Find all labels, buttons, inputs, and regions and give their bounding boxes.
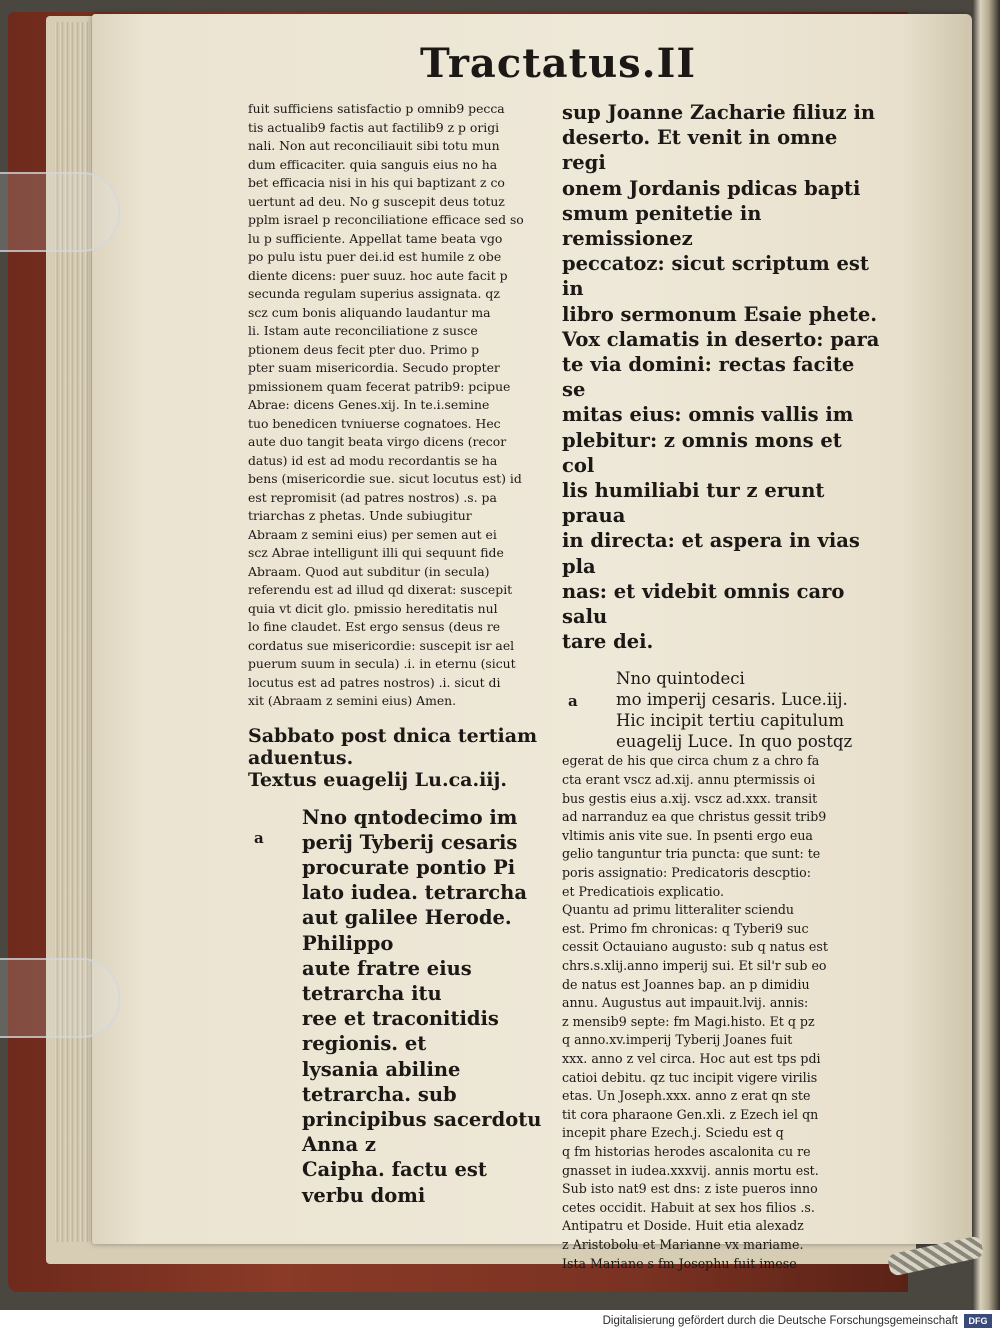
text-line: ptionem deus fecit pter duo. Primo p	[248, 341, 480, 357]
gospel-line: in directa: et aspera in vias pla	[562, 529, 860, 578]
text-line: est repromisit (ad patres nostros) .s. pa	[248, 489, 497, 505]
commentary-line: gelio tanguntur tria puncta: que sunt: te	[562, 846, 821, 862]
commentary-line: egerat de his que circa chum z a chro fa	[562, 753, 820, 769]
commentary-line: annu. Augustus aut impauit.lvij. annis:	[562, 995, 809, 1011]
heading-line: aduentus.	[248, 746, 354, 769]
commentary-line: gnasset in iudea.xxxvij. annis mortu est.	[562, 1162, 819, 1178]
gospel-line: Vox clamatis in deserto: para	[562, 327, 880, 351]
gospel-line: deserto. Et venit in omne regi	[562, 126, 838, 175]
commentary-line: incepit phare Ezech.j. Sciedu est q	[562, 1125, 784, 1141]
text-line: puerum suum in secula) .i. in eternu (sicut	[248, 656, 516, 671]
text-line: triarchas z phetas. Unde subiugitur	[248, 508, 472, 523]
text-line: bens (misericordie sue. sicut locutus est) id	[248, 471, 522, 486]
facing-page-edge	[972, 0, 1000, 1310]
text-line: cordatus sue misericordie: suscepit isr ael	[248, 637, 515, 653]
text-line: xit (Abraam z semini eius) Amen.	[248, 693, 457, 708]
intro-line: mo imperij cesaris. Luce.iij.	[616, 690, 848, 710]
gospel-line: plebitur: z omnis mons et col	[562, 428, 842, 477]
book-clip-bottom	[0, 958, 120, 1038]
text-line: Abraam. Quod aut subditur (in secula)	[248, 563, 490, 579]
gospel-line: aut galilee Herode. Philippo	[302, 906, 512, 955]
commentary-line: cetes occidit. Habuit at sex hos filios .s.	[562, 1199, 815, 1215]
text-line: fuit sufficiens satisfactio p omnib9 pecca	[248, 101, 505, 116]
commentary-line: est. Primo fm chronicas: q Tyberi9 suc	[562, 920, 809, 936]
commentary-line: poris assignatio: Predicatoris descptio:	[562, 865, 811, 881]
gospel-text	[302, 805, 548, 1208]
chapter-intro	[616, 668, 880, 752]
gospel-line: tare dei.	[562, 630, 654, 654]
gospel-line: principibus sacerdotu Anna z	[302, 1107, 542, 1157]
intro-line: euagelij Luce. In quo postqz	[616, 732, 853, 752]
text-line: nali. Non aut reconciliauit sibi totu mun	[248, 138, 500, 153]
text-line: po pulu istu puer dei.id est humile z obe	[248, 249, 502, 264]
digitization-footer	[0, 1310, 1000, 1332]
text-line: pplm israel p reconciliatione efficace sed so	[248, 212, 524, 227]
commentary-paragraph	[562, 668, 880, 752]
gospel-line: lysania abiline tetrarcha. sub	[302, 1057, 461, 1106]
intro-line: Nno quintodeci	[616, 669, 745, 689]
text-line: pmissionem quam fecerat patrib9: pcipue	[248, 378, 511, 394]
intro-line: Hic incipit tertiu capitulum	[616, 711, 845, 731]
text-line: tuo benedicen tvniuerse cognatoes. Hec	[248, 415, 501, 431]
right-column	[562, 100, 880, 1273]
commentary-text	[562, 752, 880, 1273]
left-column	[248, 100, 548, 1208]
commentary-line: bus gestis eius a.xij. vscz ad.xxx. transit	[562, 790, 818, 806]
commentary-line: Quantu ad primu litteraliter sciendu	[562, 902, 795, 918]
book-clip-top	[0, 172, 120, 252]
text-line: referendu est ad illud qd dixerat: suscepit	[248, 582, 513, 597]
dfg-logo: DFG	[964, 1314, 992, 1328]
gospel-line: perij Tyberij cesaris	[302, 830, 518, 854]
left-column-text	[248, 100, 548, 711]
gospel-paragraph	[248, 805, 548, 1208]
text-line: locutus est ad patres nostros) .i. sicut di	[248, 674, 501, 690]
commentary-line: tit cora pharaone Gen.xli. z Ezech iel qn	[562, 1106, 819, 1122]
gospel-line: lis humiliabi tur z erunt praua	[562, 479, 825, 528]
gospel-line: sup Joanne Zacharie filiuz in	[562, 101, 876, 124]
gospel-line: te via domini: rectas facite se	[562, 353, 855, 402]
initial-letter: a	[254, 828, 264, 847]
gospel-line: onem Jordanis pdicas bapti	[562, 176, 861, 200]
text-line: scz cum bonis aliquando laudantur ma	[248, 304, 491, 320]
text-line: bet efficacia nisi in his qui baptizant z co	[248, 175, 505, 190]
commentary-line: z mensib9 septe: fm Magi.histo. Et q pz	[562, 1013, 815, 1029]
text-line: lu p sufficiente. Appellat tame beata vgo	[248, 230, 503, 246]
text-line: Abraam z semini eius) per semen aut ei	[248, 526, 497, 542]
commentary-line: etas. Un Joseph.xxx. anno z erat qn ste	[562, 1088, 811, 1104]
gospel-line: lato iudea. tetrarcha	[302, 881, 527, 905]
commentary-line: xxx. anno z vel circa. Hoc aut est tps pdi	[562, 1050, 821, 1066]
gospel-line: mitas eius: omnis vallis im	[562, 403, 854, 427]
section-heading	[248, 725, 548, 791]
commentary-line: Antipatru et Doside. Huit etia alexadz	[562, 1218, 804, 1234]
commentary-line: chrs.s.xlij.anno imperij sui. Et sil'r sub eo	[562, 958, 827, 973]
text-line: li. Istam aute reconciliatione z susce	[248, 323, 478, 338]
text-line: tis actualib9 factis aut factilib9 z p origi	[248, 119, 500, 135]
gospel-line: libro sermonum Esaie phete.	[562, 302, 878, 326]
commentary-line: vltimis anis vite sue. In psenti ergo eua	[562, 827, 813, 843]
text-line: diente dicens: puer suuz. hoc aute facit p	[248, 267, 508, 283]
text-line: scz Abrae intelligunt illi qui sequunt fide	[248, 545, 504, 560]
text-line: dum efficaciter. quia sanguis eius no ha	[248, 156, 498, 172]
gospel-line: ree et traconitidis regionis. et	[302, 1007, 499, 1056]
gospel-line: Caipha. factu est verbu domi	[302, 1158, 487, 1207]
commentary-line: catioi debitu. qz tuc incipit vigere virilis	[562, 1069, 818, 1085]
commentary-line: Ista Mariane s fm Josephu fuit imese	[562, 1255, 797, 1271]
gospel-line: smum penitetie in remissionez	[562, 201, 762, 251]
commentary-line: cessit Octauiano augusto: sub q natus est	[562, 939, 828, 955]
text-line: lo fine claudet. Est ergo sensus (deus re	[248, 619, 501, 634]
gospel-line: nas: et videbit omnis caro salu	[562, 579, 845, 629]
commentary-line: z Aristobolu et Marianne vx mariame.	[562, 1236, 804, 1252]
funding-credit: Digitalisierung gefördert durch die Deutsche Forschungsgemeinschaft	[602, 1315, 958, 1327]
gospel-line: aute fratre eius tetrarcha itu	[302, 956, 472, 1005]
running-head: Tractatus.II	[420, 40, 697, 87]
commentary-line: cta erant vscz ad.xij. annu ptermissis oi	[562, 772, 816, 788]
commentary-line: q anno.xv.imperij Tyberij Joanes fuit	[562, 1032, 793, 1048]
text-line: pter suam misericordia. Secudo propter	[248, 360, 500, 375]
gospel-line: peccatoz: sicut scriptum est in	[562, 252, 869, 301]
heading-line: Sabbato post dnica tertiam	[248, 724, 538, 747]
gospel-line: procurate pontio Pi	[302, 855, 516, 879]
text-line: secunda regulam superius assignata. qz	[248, 286, 500, 301]
gospel-line: Nno qntodecimo im	[302, 805, 518, 829]
text-line: Abrae: dicens Genes.xij. In te.i.semine	[248, 397, 490, 412]
commentary-line: Sub isto nat9 est dns: z iste pueros inno	[562, 1181, 818, 1197]
text-line: aute duo tangit beata virgo dicens (recor	[248, 434, 507, 449]
commentary-line: et Predicatiois explicatio.	[562, 883, 724, 899]
commentary-line: q fm historias herodes ascalonita cu re	[562, 1143, 811, 1159]
commentary-line: de natus est Joannes bap. an p dimidiu	[562, 976, 810, 992]
text-line: datus) id est ad modu recordantis se ha	[248, 452, 498, 468]
commentary-line: ad narranduz ea que christus gessit trib9	[562, 809, 827, 825]
text-line: quia vt dicit glo. pmissio hereditatis nul	[248, 600, 498, 616]
initial-letter-right: a	[568, 692, 578, 711]
text-line: uertunt ad deu. No g suscepit deus totuz	[248, 193, 505, 209]
right-column-gospel-text	[562, 100, 880, 654]
heading-line: Textus euagelij Lu.ca.iij.	[248, 768, 507, 791]
